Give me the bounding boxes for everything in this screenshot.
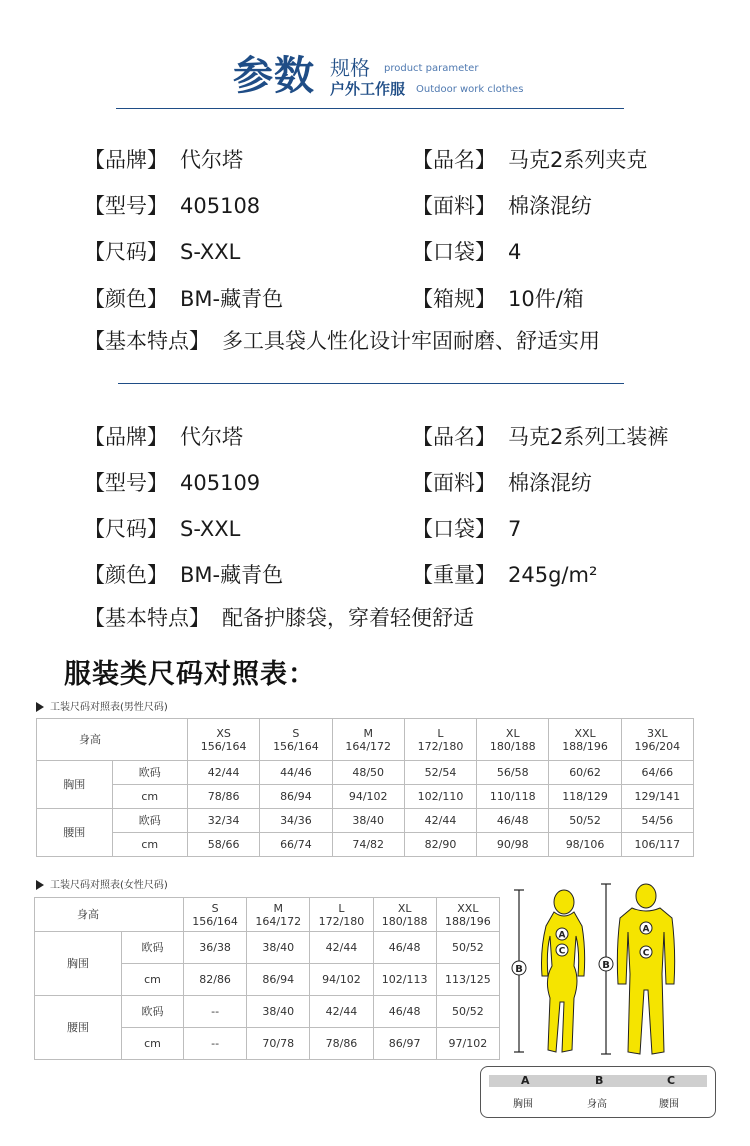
p2-model: 【型号】 405109 [84,471,261,495]
table-cell: 38/40 [332,809,404,833]
female-size-col: S 156/164 [184,898,247,932]
p1-color: 【颜色】 BM-藏青色 [84,287,284,311]
table-cell: 82/90 [404,833,476,857]
p2-features: 【基本特点】 配备护膝袋，穿着轻便舒适 [84,606,474,630]
p1-fabric: 【面料】 棉涤混纺 [412,194,592,218]
table-cell: 64/66 [621,761,693,785]
table-cell: 58/66 [188,833,260,857]
table-cell: 102/113 [373,964,436,996]
table-cell: 44/46 [260,761,332,785]
female-size-col: XL 180/188 [373,898,436,932]
p2-name: 【品名】 马克2系列工装裤 [412,425,669,449]
legend-a-value: 胸围 [513,1099,533,1110]
table-cell: 82/86 [184,964,247,996]
p2-pocket: 【口袋】 7 [412,517,522,541]
table-cell: 86/94 [247,964,310,996]
male-size-col: XL 180/188 [477,719,549,761]
triangle-icon [36,880,44,890]
table-cell: 46/48 [373,932,436,964]
marker-c-female: C [558,946,566,957]
p2-size: 【尺码】 S-XXL [84,517,241,541]
table-cell: 42/44 [404,809,476,833]
legend-b-label: B [595,1074,604,1087]
table-cell: 56/58 [477,761,549,785]
female-cm-label: cm [121,1028,183,1060]
table-cell: 78/86 [310,1028,373,1060]
table-cell: 129/141 [621,785,693,809]
body-measurement-figure [508,880,702,1060]
table-cell: 74/82 [332,833,404,857]
p1-features: 【基本特点】 多工具袋人性化设计牢固耐磨、舒适实用 [84,329,600,353]
p1-pocket: 【口袋】 4 [412,240,522,264]
male-cm-label: cm [112,833,188,857]
female-size-table [34,897,500,1060]
size-chart-title: 服装类尺码对照表： [64,659,316,690]
male-size-col: 3XL 196/204 [621,719,693,761]
female-size-col: XXL 188/196 [436,898,499,932]
marker-b-male: B [602,960,610,971]
table-cell: 86/97 [373,1028,436,1060]
table-cell: -- [184,996,247,1028]
table-cell: 98/106 [549,833,621,857]
marker-a-female: A [558,930,566,941]
table-cell: 38/40 [247,996,310,1028]
table-cell: 42/44 [310,996,373,1028]
table-cell: 38/40 [247,932,310,964]
female-table-caption: 工装尺码对照表(女性尺码) [36,876,168,891]
male-size-table [36,718,694,857]
table-cell: 48/50 [332,761,404,785]
female-eu-label: 欧码 [121,932,183,964]
section-divider [118,383,624,384]
male-size-col: XS 156/164 [188,719,260,761]
table-cell: 46/48 [477,809,549,833]
table-cell: 32/34 [188,809,260,833]
table-cell: 118/129 [549,785,621,809]
male-chest-label: 胸围 [37,761,113,809]
male-size-col: S 156/164 [260,719,332,761]
header-en-sub: Outdoor work clothes [416,84,524,95]
header-title: 参数 [233,53,315,99]
table-cell: 78/86 [188,785,260,809]
legend-b-value: 身高 [587,1099,607,1110]
table-cell: 34/36 [260,809,332,833]
p1-size: 【尺码】 S-XXL [84,240,241,264]
legend-a-label: A [521,1074,530,1087]
table-cell: 36/38 [184,932,247,964]
table-cell: 66/74 [260,833,332,857]
table-cell: 42/44 [310,932,373,964]
header-subtitle: 规格 [330,56,370,80]
table-cell: 94/102 [310,964,373,996]
p1-name: 【品名】 马克2系列夹克 [412,148,648,172]
male-size-col: M 164/172 [332,719,404,761]
table-cell: 50/52 [436,932,499,964]
table-cell: 86/94 [260,785,332,809]
header-sub: 户外工作服 [330,80,406,98]
female-size-col: M 164/172 [247,898,310,932]
marker-c-male: C [642,948,650,959]
male-eu-label: 欧码 [112,761,188,785]
female-height-label: 身高 [35,898,184,932]
table-cell: 52/54 [404,761,476,785]
table-cell: 54/56 [621,809,693,833]
table-cell: 106/117 [621,833,693,857]
p1-model: 【型号】 405108 [84,194,261,218]
male-waist-label: 腰围 [37,809,113,857]
measurement-legend [480,1066,716,1118]
male-figure [599,884,675,1054]
table-cell: 110/118 [477,785,549,809]
table-cell: 42/44 [188,761,260,785]
female-cm-label: cm [121,964,183,996]
female-chest-label: 胸围 [35,932,122,996]
table-cell: 97/102 [436,1028,499,1060]
legend-c-label: C [667,1074,676,1087]
p1-box: 【箱规】 10件/箱 [412,287,584,311]
male-size-col: XXL 188/196 [549,719,621,761]
female-size-col: L 172/180 [310,898,373,932]
table-cell: 90/98 [477,833,549,857]
table-cell: -- [184,1028,247,1060]
marker-b-female: B [515,964,523,975]
table-cell: 46/48 [373,996,436,1028]
male-eu-label: 欧码 [112,809,188,833]
female-figure [512,890,585,1052]
table-cell: 60/62 [549,761,621,785]
p2-fabric: 【面料】 棉涤混纺 [412,471,592,495]
male-table-caption: 工装尺码对照表(男性尺码) [36,698,168,713]
table-cell: 94/102 [332,785,404,809]
p2-brand: 【品牌】 代尔塔 [84,425,243,449]
table-cell: 113/125 [436,964,499,996]
p2-weight: 【重量】 245g/m² [412,563,598,587]
p1-brand: 【品牌】 代尔塔 [84,148,243,172]
table-cell: 50/52 [436,996,499,1028]
female-waist-label: 腰围 [35,996,122,1060]
table-cell: 102/110 [404,785,476,809]
marker-a-male: A [642,924,650,935]
header-divider [116,108,624,109]
table-cell: 70/78 [247,1028,310,1060]
table-cell: 50/52 [549,809,621,833]
male-cm-label: cm [112,785,188,809]
p2-color: 【颜色】 BM-藏青色 [84,563,284,587]
male-size-col: L 172/180 [404,719,476,761]
female-eu-label: 欧码 [121,996,183,1028]
legend-c-value: 腰围 [659,1099,679,1110]
triangle-icon [36,702,44,712]
header-en-param: product parameter [384,63,479,74]
male-height-label: 身高 [37,719,188,761]
